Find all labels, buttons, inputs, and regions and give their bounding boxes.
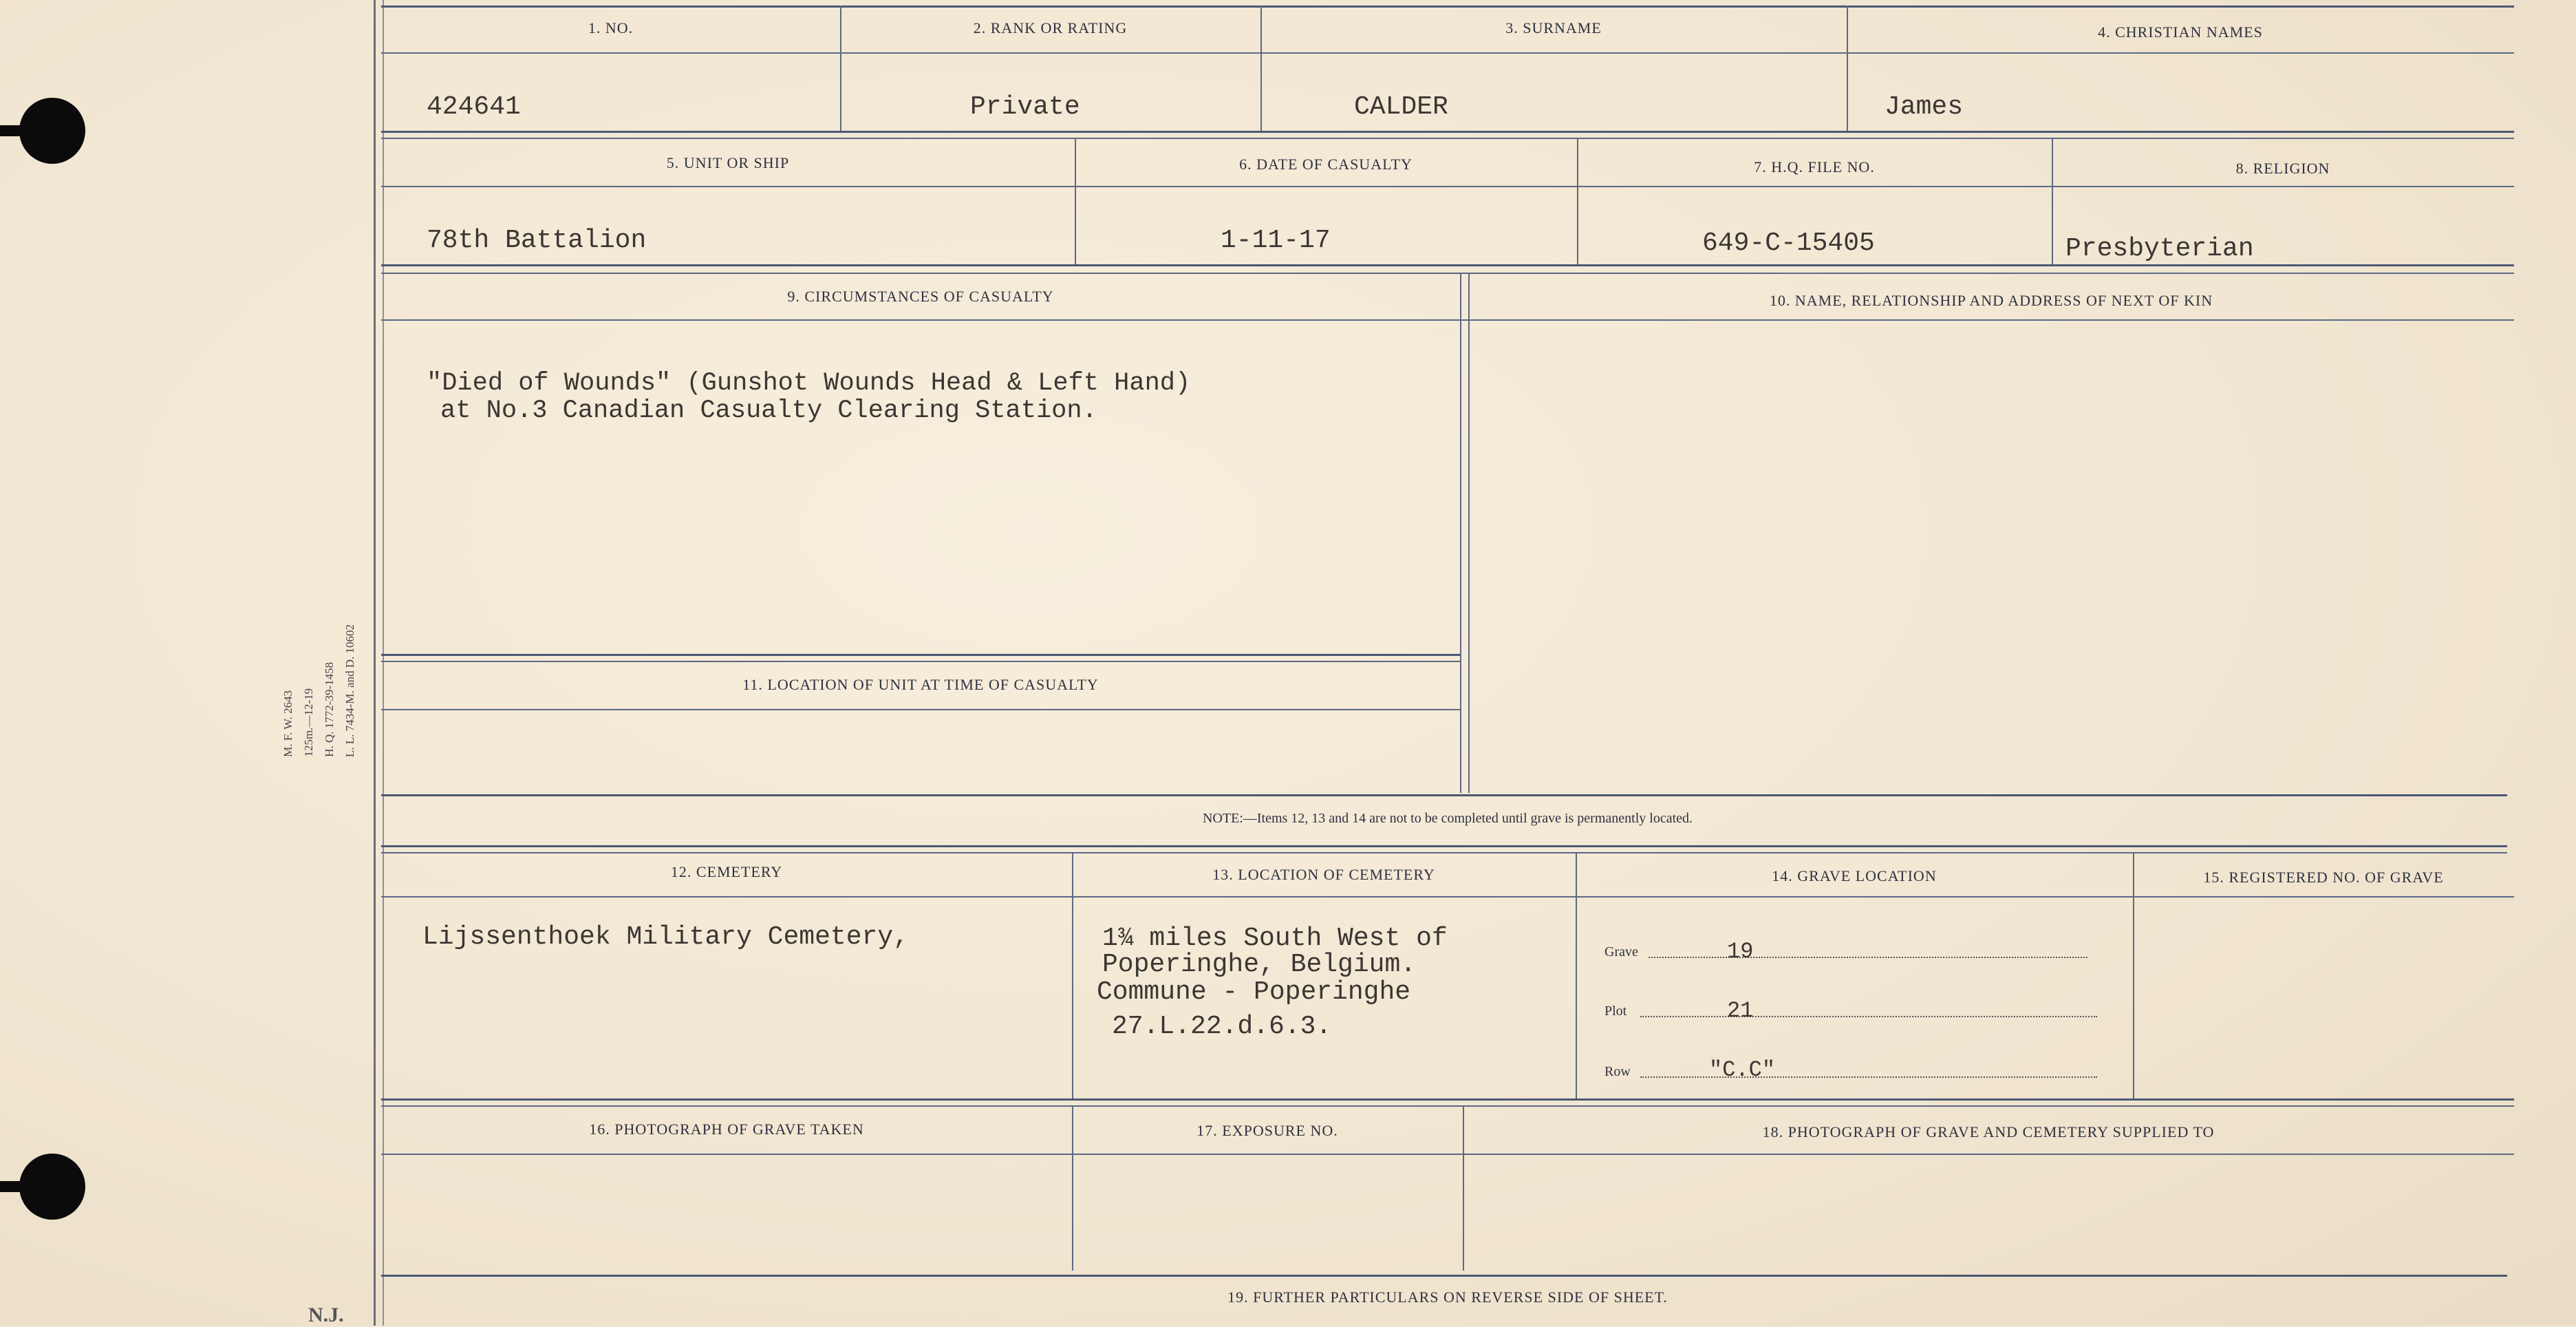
value-location-line1: 1¾ miles South West of: [1102, 924, 1448, 953]
print-code-line: L. L. 7434-M. and D. 10602: [343, 624, 356, 757]
value-christian-names: James: [1885, 92, 1964, 122]
rule: [381, 896, 2514, 898]
value-unit: 78th Battalion: [427, 226, 647, 255]
label-religion: 8. RELIGION: [2235, 160, 2330, 177]
rule: [381, 845, 2507, 847]
plot-label: Plot: [1604, 1004, 1627, 1019]
value-location-line2: Poperinghe, Belgium.: [1102, 950, 1417, 979]
label-no: 1. NO.: [588, 19, 634, 36]
value-cemetery: Lijssenthoek Military Cemetery,: [422, 922, 909, 952]
punch-hole-top-tab: [0, 125, 41, 136]
label-surname: 3. SURNAME: [1505, 19, 1602, 36]
rule: [381, 661, 1460, 662]
label-file-no: 7. H.Q. FILE NO.: [1754, 158, 1875, 176]
rule: [381, 6, 2514, 8]
rule: [381, 1154, 2514, 1155]
rule: [381, 1275, 2507, 1277]
value-surname: CALDER: [1354, 92, 1448, 122]
rule: [381, 52, 2514, 54]
label-next-of-kin: 10. NAME, RELATIONSHIP AND ADDRESS OF NEXT OF KIN: [1769, 292, 2213, 309]
printer-code: [272, 599, 389, 757]
value-date: 1-11-17: [1221, 226, 1331, 255]
divider: [1576, 852, 1577, 1098]
divider: [1577, 138, 1578, 264]
value-location-line3: Commune - Poperinghe: [1097, 977, 1411, 1007]
label-location-of-unit: 11. LOCATION OF UNIT AT TIME OF CASUALTY: [742, 676, 1099, 693]
label-cemetery: 12. CEMETERY: [670, 863, 783, 880]
label-registered-no: 15. REGISTERED NO. OF GRAVE: [2203, 869, 2444, 886]
label-photograph-taken: 16. PHOTOGRAPH OF GRAVE TAKEN: [589, 1121, 864, 1138]
grave-label: Grave: [1604, 944, 1638, 959]
value-circumstances-line1: "Died of Wounds" (Gunshot Wounds Head & Left Hand): [427, 369, 1191, 398]
rule: [381, 319, 2514, 321]
rule: [381, 186, 2514, 187]
value-file-no: 649-C-15405: [1702, 229, 1875, 258]
rule: [381, 131, 2514, 133]
value-grave: 19: [1727, 939, 1754, 964]
print-code-line: H. Q. 1772-39-1458: [323, 662, 336, 757]
plot-dotted-line: [1640, 1016, 2097, 1017]
divider: [2133, 852, 2134, 1098]
rule: [381, 1098, 2514, 1101]
value-circumstances-line2: at No.3 Canadian Casualty Clearing Station.: [440, 396, 1097, 425]
label-grave-location: 14. GRAVE LOCATION: [1772, 867, 1937, 884]
label-exposure-no: 17. EXPOSURE NO.: [1196, 1122, 1338, 1139]
print-code-line: M. F. W. 2643: [281, 690, 294, 757]
label-christian-names: 4. CHRISTIAN NAMES: [2098, 23, 2263, 41]
label-date: 6. DATE OF CASUALTY: [1239, 156, 1413, 173]
rule: [381, 794, 2507, 796]
grave-dotted-line: [1649, 957, 2087, 958]
rule: [381, 1105, 2514, 1107]
value-religion: Presbyterian: [2065, 234, 2254, 264]
rule: [381, 654, 1460, 656]
value-rank: Private: [970, 92, 1080, 122]
label-further-particulars: 19. FURTHER PARTICULARS ON REVERSE SIDE OF SHEET.: [1227, 1288, 1668, 1306]
divider: [1460, 273, 1461, 793]
value-no: 424641: [427, 92, 521, 122]
rule: [381, 273, 2514, 274]
print-code-line: 125m.—12-19: [302, 688, 315, 757]
label-unit: 5. UNIT OR SHIP: [666, 154, 790, 171]
divider: [2052, 138, 2053, 264]
divider: [1468, 273, 1470, 793]
note-text: NOTE:—Items 12, 13 and 14 are not to be completed until grave is permanently located.: [1202, 811, 1693, 826]
rule: [381, 852, 2507, 853]
row-label: Row: [1604, 1064, 1631, 1079]
form-grid: [381, 0, 2521, 1326]
label-location-of-cemetery: 13. LOCATION OF CEMETERY: [1212, 866, 1435, 883]
value-plot: 21: [1727, 998, 1754, 1023]
label-rank: 2. RANK OR RATING: [973, 19, 1128, 36]
value-row: "C.C": [1709, 1057, 1776, 1083]
rule: [381, 264, 2514, 266]
value-location-line4: 27.L.22.d.6.3.: [1112, 1012, 1332, 1041]
rule: [381, 709, 1460, 710]
label-circumstances: 9. CIRCUMSTANCES OF CASUALTY: [787, 288, 1054, 305]
divider: [1072, 852, 1073, 1098]
label-photograph-supplied-to: 18. PHOTOGRAPH OF GRAVE AND CEMETERY SUPPLIED TO: [1762, 1123, 2215, 1140]
punch-hole-bottom-tab: [0, 1181, 41, 1192]
corner-mark: N.J.: [308, 1304, 344, 1326]
rule: [381, 138, 2514, 139]
